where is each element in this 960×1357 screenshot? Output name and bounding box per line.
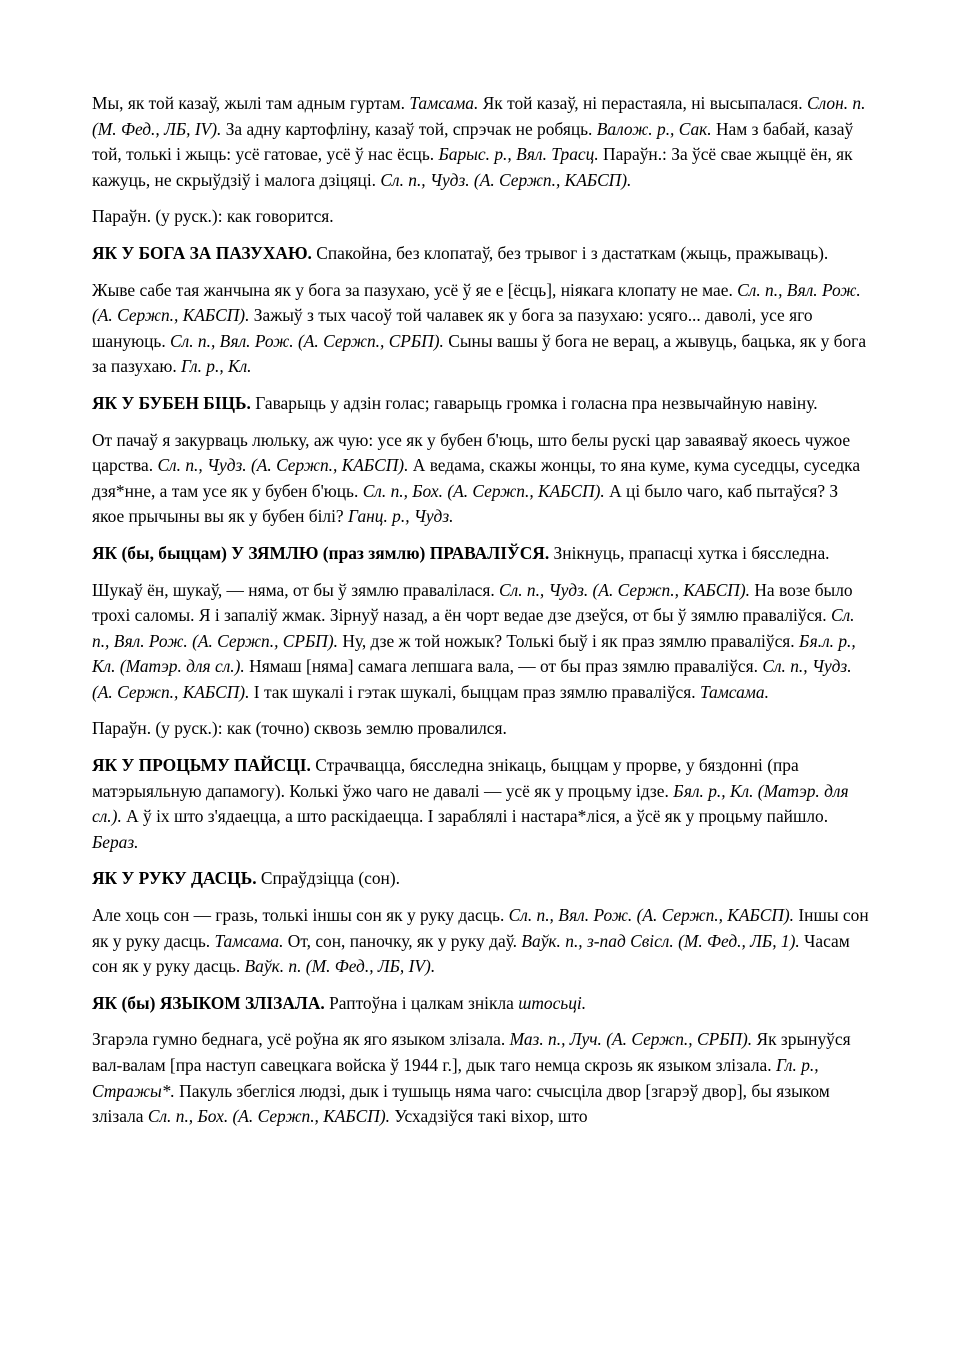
text-run: Як той казаў, ні перастаяла, ні высыпалася. — [478, 93, 807, 113]
source-citation: Бял. р., Кл. (Матэр. для сл.). — [92, 780, 849, 827]
source-citation: Сл. п., Вял. Рож. (А. Сержп., СРБП). — [92, 605, 855, 651]
text-run: Сыны вашы ў бога не верац, а жывуць, бацька, як у бога за пазухаю. — [92, 330, 867, 377]
idiom-definition: Спакойна, без клопатаў, без трывог і з дастаткам (жыць, пражываць). — [311, 242, 829, 263]
text-run: Жыве сабе тая жанчына як у бога за пазухаю, усё ў яе е [ёсць], ніякага клопату не мае. — [92, 279, 738, 300]
source-citation: Ваўк. п., з-пад Свісл. (М. Фед., ЛБ, 1). — [521, 930, 800, 951]
paragraph-5 — [92, 391, 872, 417]
text-run: Часам сон як у руку дасць. — [92, 930, 850, 977]
idiom-definition: Гаварыць у адзін голас; гаварыць громка і голасна пра незвычайную навіну. — [250, 392, 818, 413]
source-citation: Тамсама. — [409, 93, 479, 113]
text-run: За адну картофліну, казаў той, спрэчак не робяць. — [221, 118, 597, 139]
paragraph-8 — [92, 578, 872, 706]
source-citation: Слон. п. (М. Фед., ЛБ, IV). — [92, 93, 866, 139]
text-run: Зажыў з тых часоў той чалавек як у бога за пазухаю: усяго... даволі, усе яго шануюць. — [92, 305, 813, 351]
idiom-headword: ЯК У РУКУ ДАСЦЬ. — [92, 868, 257, 889]
source-citation: Бераз. — [92, 831, 139, 852]
idiom-definition: Спраўдзіцца (сон). — [256, 868, 401, 889]
idiom-definition: Раптоўна і цалкам знікла — [324, 992, 519, 1013]
text-run: Усхадзіўся такі віхор, што — [389, 1106, 588, 1127]
source-citation: Сл. п., Чудз. (А. Сержп., КАБСП). — [499, 579, 751, 600]
paragraph-11 — [92, 866, 872, 892]
idiom-definition: Знікнуць, прапасці хутка і бясследна. — [549, 542, 830, 563]
source-citation: Маз. п., Луч. (А. Сержп., СРБП). — [509, 1029, 753, 1050]
paragraph-14 — [92, 1027, 872, 1129]
italic-word: штосьці. — [518, 992, 587, 1013]
text-run: Мы, як той казаў, жылі там адным гуртам. — [92, 93, 410, 113]
paragraph-13 — [92, 991, 872, 1017]
source-citation: Валож. р., Сак. — [596, 118, 712, 139]
text-run: А ведама, скажы жонцы, то яна куме, кума суседцы, суседка дзя*нне, а там усе як у бубен б'юць. — [92, 455, 861, 501]
source-citation: Ганц. р., Чудз. — [347, 506, 454, 527]
text-run: Пакуль збегліся людзі, дык і тушыць няма чаго: счысціла двор [згарэў двор], бы языком злізала — [92, 1080, 830, 1127]
source-citation: Тамсама. — [699, 681, 769, 702]
document-page — [92, 91, 872, 1141]
source-citation: Бя.л. р., Кл. (Матэр. для сл.). — [92, 630, 856, 677]
text-run: Нямаш [няма] самага лепшага вала, — от бы праз зямлю праваліўся. — [244, 656, 763, 677]
source-citation: Сл. п., Вял. Рож. (А. Сержп., КАБСП). — [92, 279, 861, 326]
paragraph-9 — [92, 716, 872, 742]
text-run: Нам з бабай, казаў той, толькі і жыць: усё гатовае, усё ў нас ёсць. — [92, 118, 854, 165]
comparison-note: Параўн. (у руск.): как говорится. — [92, 206, 334, 227]
idiom-headword: ЯК У ПРОЦЬМУ ПАЙСЦІ. — [92, 755, 311, 776]
text-run: Іншы сон як у руку дасць. — [92, 905, 869, 951]
source-citation: Ваўк. п. (М. Фед., ЛБ, IV). — [244, 956, 436, 977]
source-citation: Сл. п., Чудз. (А. Сержп., КАБСП). — [92, 656, 852, 702]
text-run: На возе было трохі саломы. Я і запаліў жмак. Зірнуў назад, а ён чорт ведае дзе дзеўся, от бы ў зямлю праваліўся. — [92, 579, 853, 626]
paragraph-6 — [92, 428, 872, 530]
source-citation: Сл. п., Чудз. (А. Сержп., КАБСП). — [380, 169, 632, 190]
text-run: А ці было чаго, каб пытаўся? З якое прычыны вы як у бубен білі? — [92, 480, 839, 527]
text-run: Згарэла гумно беднага, усё роўна як яго языком злізала. — [92, 1029, 510, 1050]
source-citation: Гл. р., Кл. — [181, 356, 252, 377]
paragraph-4 — [92, 278, 872, 380]
text-run: А ў іх што з'ядаецца, а што раскідаецца. І зараблялі і настара*ліся, а ўсё як у процьму пайшло. — [121, 806, 829, 827]
source-citation: Сл. п., Бох. (А. Сержп., КАБСП). — [147, 1106, 390, 1127]
source-citation: Гл. р., Стражы*. — [92, 1055, 819, 1101]
text-run: Страчвацца, бясследна знікаць, быццам у прорве, у бяздонні (пра матэрыяльную дапамогу). Колькі ўжо чаго не давалі — усё як у процьму ідзе. — [92, 755, 799, 801]
text-run: От пачаў я закурваць люльку, аж чую: усе як у бубен б'юць, што белы рускі цар заваяваў якоесь чужое царства. — [92, 429, 851, 476]
source-citation: Барыс. р., Вял. Трасц. — [438, 144, 599, 165]
paragraph-1 — [92, 91, 872, 193]
paragraph-7 — [92, 541, 872, 567]
paragraph-2 — [92, 204, 872, 230]
text-run: Шукаў ён, шукаў, — няма, от бы ў зямлю правалілася. — [92, 579, 500, 600]
idiom-headword: ЯК У БУБЕН БІЦЬ. — [92, 392, 251, 413]
source-citation: Тамсама. — [214, 930, 284, 951]
text-run: От, сон, паночку, як у руку даў. — [283, 930, 522, 951]
idiom-headword: ЯК У БОГА ЗА ПАЗУХАЮ. — [92, 242, 312, 263]
paragraph-3 — [92, 241, 872, 267]
text-run: Параўн.: За ўсё свае жыццё ён, як кажуць, не скрыўдзіў і малога дзіцяці. — [92, 144, 853, 190]
text-run: Але хоць сон — гразь, толькі іншы сон як у руку дасць. — [92, 905, 509, 926]
source-citation: Сл. п., Бох. (А. Сержп., КАБСП). — [362, 480, 605, 501]
source-citation: Сл. п., Вял. Рож. (А. Сержп., СРБП). — [170, 330, 444, 351]
paragraph-10 — [92, 753, 872, 855]
comparison-note: Параўн. (у руск.): как (точно) сквозь землю провалился. — [92, 718, 507, 739]
text-run: Як зрынуўся вал-валам [пра наступ савецкага войска ў 1944 г.], дык таго немца скрозь як языком злізала. — [92, 1029, 851, 1075]
source-citation: Сл. п., Вял. Рож. (А. Сержп., КАБСП). — [508, 905, 795, 926]
text-run: І так шукалі і гэтак шукалі, быццам праз зямлю праваліўся. — [249, 681, 700, 702]
idiom-headword: ЯК (бы, быццам) У ЗЯМЛЮ (праз зямлю) ПРАВАЛІЎСЯ. — [92, 542, 550, 563]
idiom-headword: ЯК (бы) ЯЗЫКОМ ЗЛІЗАЛА. — [92, 992, 325, 1013]
paragraph-12 — [92, 903, 872, 980]
source-citation: Сл. п., Чудз. (А. Сержп., КАБСП). — [157, 455, 409, 476]
text-run: Ну, дзе ж той ножык? Толькі быў і як праз зямлю праваліўся. — [337, 630, 799, 651]
